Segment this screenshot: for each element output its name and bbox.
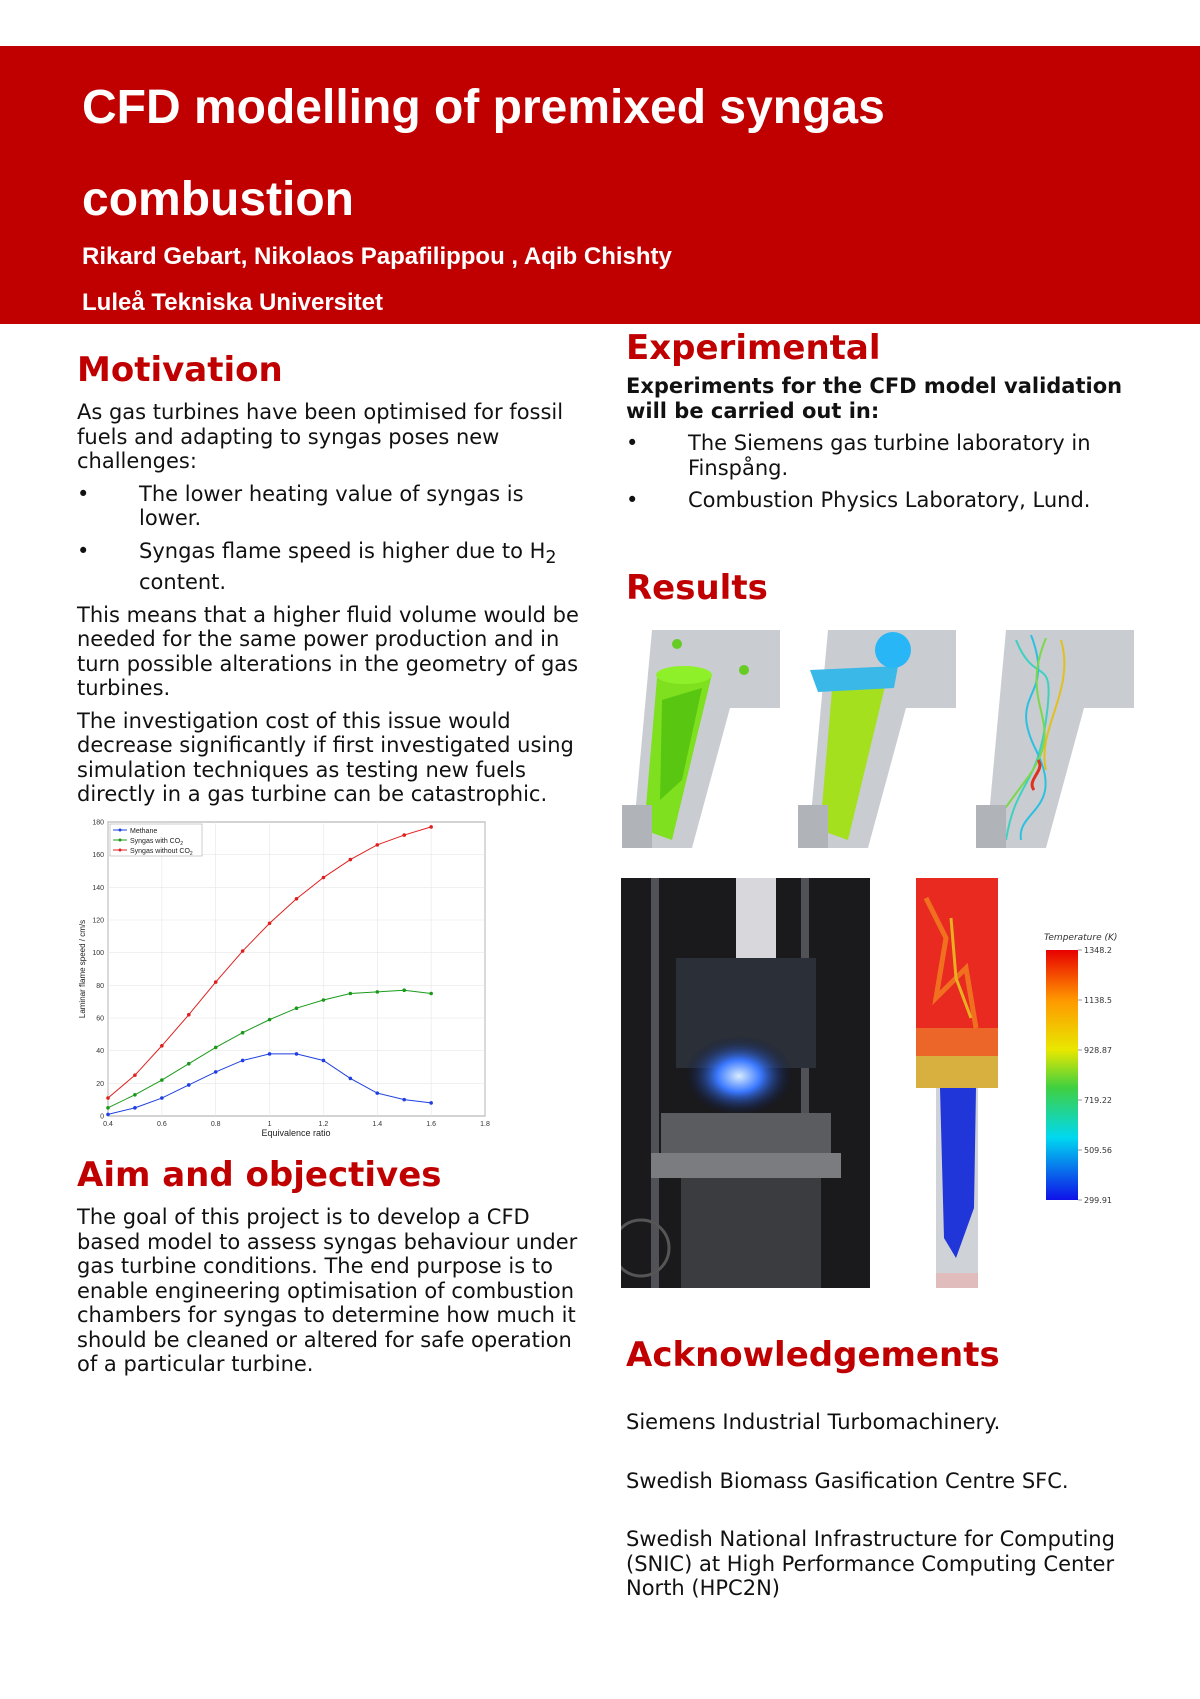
legend-syngas-without-co2: Syngas without $CO_2$: [130, 848, 193, 857]
x-tick-label: 1.6: [426, 1121, 437, 1128]
colorbar-tick-label: 509.56: [1084, 1146, 1112, 1155]
bullet-dot: •: [626, 488, 639, 512]
acknowledgement-item: Swedish National Infrastructure for Computing (SNIC) at High Performance Computing Center North (HPC2N): [626, 1527, 1115, 1600]
y-tick-label: 0: [100, 1113, 104, 1121]
combustion-rig-photo: [621, 878, 870, 1288]
cfd-render-streamlines: [976, 630, 1134, 848]
outlet-duct: [798, 805, 828, 848]
colorbar-tick-label: 1348.2: [1084, 946, 1112, 955]
data-point: [241, 949, 245, 953]
data-point: [375, 843, 379, 847]
experimental-bullets: [626, 431, 1146, 513]
data-point: [241, 1059, 245, 1063]
x-tick-label: 0.8: [210, 1121, 221, 1128]
colorbar-tick-label: 928.87: [1084, 1046, 1112, 1055]
aim-heading: Aim and objectives: [77, 1155, 442, 1195]
colorbar-title: Temperature (K): [1044, 933, 1118, 943]
x-tick-label: 1.8: [480, 1121, 490, 1128]
y-tick-label: 160: [92, 852, 104, 860]
y-tick-label: 120: [92, 917, 104, 925]
y-tick-label: 40: [96, 1048, 104, 1056]
acknowledgements-body: [626, 1410, 1146, 1635]
experimental-bullet-2: • Combustion Physics Laboratory, Lund.: [626, 488, 1091, 512]
cfd-render-isosurface-yellow-green: [798, 630, 956, 848]
swirler-zone: [916, 1056, 998, 1088]
blue-flame: [684, 1036, 794, 1116]
data-point: [402, 988, 406, 992]
y-tick-label: 100: [92, 950, 104, 958]
data-point: [268, 921, 272, 925]
data-point: [349, 1077, 353, 1081]
data-point: [375, 1091, 379, 1095]
x-tick-label: 1.4: [372, 1121, 383, 1128]
data-point: [106, 1106, 110, 1110]
outlet-duct: [976, 805, 1006, 848]
poster-title: CFD modelling of premixed syngas combustion: [82, 81, 885, 226]
data-point: [160, 1096, 164, 1100]
motivation-bullet-1: • The lower heating value of syngas is lower.: [77, 481, 524, 530]
aim-text: The goal of this project is to develop a CFD based model to assess syngas behaviour under gas turbine conditions. The end purpose is to enable engineering optimisation of combustion chambers for syngas to determine how much it should be cleaned or altered for safe operation of a particular turbine.: [77, 1205, 578, 1376]
temperature-contour-figure: [896, 878, 1136, 1296]
inlet-cap: [936, 1273, 978, 1288]
swirler-surface: [656, 666, 712, 684]
bullet-dot: •: [77, 481, 90, 506]
y-tick-label: 60: [96, 1015, 104, 1023]
motivation-body: [77, 400, 585, 815]
data-point: [322, 876, 326, 880]
legend-syngas-with-co2: Syngas with $CO_2$: [130, 838, 183, 847]
bullet-dot: •: [77, 538, 90, 563]
data-point: [133, 1106, 137, 1110]
cfd-render-isosurface-green: [622, 630, 780, 848]
flange: [661, 1113, 831, 1153]
data-point: [214, 1070, 218, 1074]
legend: [110, 824, 202, 857]
data-point: [375, 990, 379, 994]
rig-cylinder: [736, 878, 776, 958]
experimental-bullet-1: • The Siemens gas turbine laboratory in Finspång.: [626, 431, 1091, 480]
data-point: [214, 1046, 218, 1050]
bullet-dot: •: [626, 431, 639, 455]
legend-methane: Methane: [130, 828, 158, 835]
x-tick-label: 0.6: [156, 1121, 167, 1128]
combustor-geometry: [986, 630, 1134, 848]
data-point: [160, 1078, 164, 1082]
acknowledgement-item: Siemens Industrial Turbomachinery.: [626, 1410, 1001, 1434]
aim-body: [77, 1205, 587, 1385]
affiliation: Luleå Tekniska Universitet: [82, 289, 384, 316]
authors: Rikard Gebart, Nikolaos Papafilippou , Aqib Chishty: [82, 243, 672, 270]
colorbar-tick-label: 719.22: [1084, 1096, 1112, 1105]
y-tick-label: 80: [96, 982, 104, 990]
data-point: [106, 1113, 110, 1117]
data-point: [187, 1062, 191, 1066]
legend-marker-methane: [119, 829, 122, 832]
data-point: [429, 1101, 433, 1105]
data-point: [429, 825, 433, 829]
legend-marker-syngas-with-co2: [119, 839, 122, 842]
data-point: [349, 858, 353, 862]
data-point: [268, 1018, 272, 1022]
outlet-duct: [622, 805, 652, 848]
rig-base: [681, 1178, 821, 1288]
flange-base: [651, 1153, 841, 1178]
motivation-heading: Motivation: [77, 350, 283, 390]
data-point: [295, 1006, 299, 1010]
inlet-hole: [739, 665, 749, 675]
data-point: [214, 980, 218, 984]
data-point: [349, 992, 353, 996]
data-point: [429, 992, 433, 996]
motivation-bullet-2: • Syngas flame speed is higher due to $H_2$ content.: [77, 538, 557, 595]
recirculation-bubble: [875, 632, 911, 668]
data-point: [295, 897, 299, 901]
data-point: [160, 1044, 164, 1048]
data-point: [187, 1083, 191, 1087]
acknowledgements-heading: Acknowledgements: [626, 1335, 1000, 1375]
plot-area: [108, 822, 485, 1116]
inlet-hole: [672, 639, 682, 649]
y-tick-label: 140: [92, 884, 104, 892]
experimental-heading: Experimental: [626, 328, 881, 368]
legend-marker-syngas-without-co2: [119, 849, 122, 852]
y-tick-label: 180: [92, 819, 104, 827]
experimental-lead: Experiments for the CFD model validation will be carried out in:: [626, 374, 1123, 423]
data-point: [241, 1031, 245, 1035]
data-point: [295, 1052, 299, 1056]
data-point: [133, 1073, 137, 1077]
x-tick-label: 1.2: [318, 1121, 329, 1128]
x-tick-label: 1: [267, 1121, 272, 1128]
data-point: [402, 1098, 406, 1102]
motivation-bullets: [77, 482, 585, 595]
results-heading: Results: [626, 568, 768, 608]
x-axis-label: Equivalence ratio: [261, 1128, 331, 1138]
x-tick-label: 0.4: [103, 1121, 113, 1128]
motivation-intro: As gas turbines have been optimised for fossil fuels and adapting to syngas poses new challenges:: [77, 400, 564, 473]
y-tick-label: 20: [96, 1080, 104, 1088]
data-point: [322, 1059, 326, 1063]
acknowledgement-item: Swedish Biomass Gasification Centre SFC.: [626, 1468, 1069, 1493]
motivation-paragraph-1: This means that a higher fluid volume would be needed for the same power production and in turn possible alterations in the geometry of gas turbines.: [77, 602, 579, 701]
data-point: [187, 1013, 191, 1017]
data-point: [402, 833, 406, 837]
data-point: [133, 1093, 137, 1097]
data-point: [106, 1096, 110, 1100]
y-axis-label: Laminar flame speed / cm/s: [78, 919, 87, 1019]
experimental-body: [626, 374, 1146, 521]
colorbar-tick-label: 299.91: [1084, 1196, 1112, 1205]
colorbar-tick-label: 1138.5: [1084, 996, 1112, 1005]
velocity-surface: [810, 666, 898, 692]
temperature-colorbar: [1046, 950, 1078, 1200]
flame-speed-chart: [70, 810, 500, 1140]
colorbar-ticks: [1078, 946, 1112, 1205]
motivation-paragraph-2: The investigation cost of this issue would decrease significantly if first investigated using simulation techniques as testing new fuels directly in a gas turbine can be catastrophic.: [77, 708, 574, 807]
data-point: [322, 998, 326, 1002]
data-point: [268, 1052, 272, 1056]
